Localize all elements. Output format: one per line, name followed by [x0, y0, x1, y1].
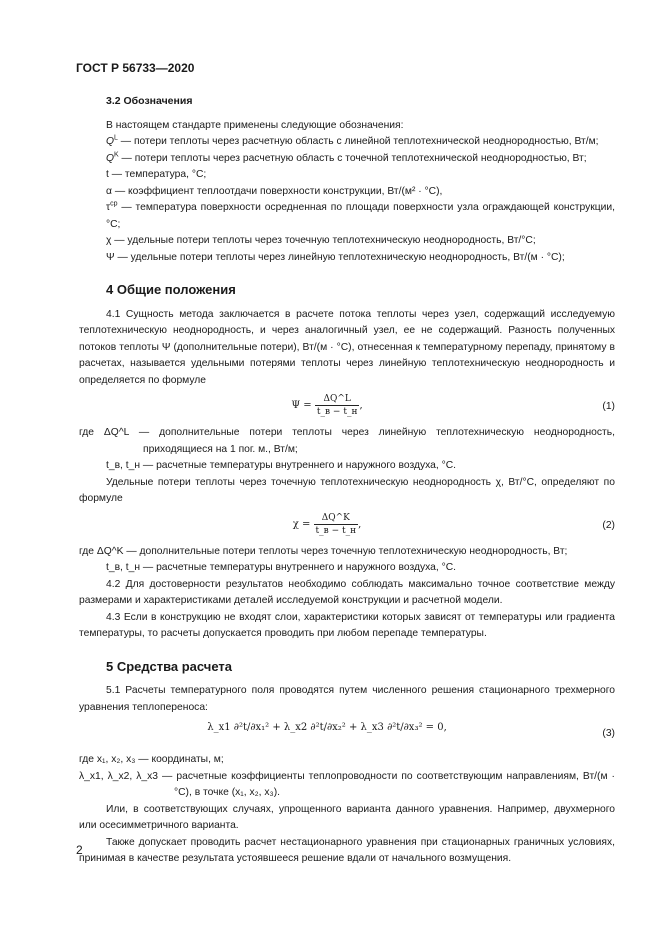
- equation-formula: λ_x1 ∂²t/∂x₁² + λ_x2 ∂²t/∂x₂² + λ_x3 ∂²t/∂x₃² = 0,: [207, 722, 447, 733]
- paragraph: 4.3 Если в конструкцию не входят слои, характеристики которых зависят от температуры или градиента температуры, то расчеты допускается проводить при любом перепаде температуры.: [79, 611, 615, 639]
- page-number: 2: [76, 843, 83, 857]
- where-clause: λ_x1, λ_x2, λ_x3 — расчетные коэффициенты теплопроводности по соответствующим направлениям, Вт/(м · °С), в точке (x₁, x₂, x₃).: [79, 770, 615, 798]
- equation-formula: χ = $\frac{\Delta Q\^{}K}{t\_в - t\_н}$ ,: [292, 512, 362, 536]
- definition-qk: $Q^K$ — потери теплоты через расчетную область с точечной теплотехнической неоднородностью, Вт;: [106, 151, 587, 164]
- equation-formula: Ψ = $\frac{\Delta Q\^{}L}{t\_в - t\_н}$ ,: [291, 394, 363, 417]
- where-clause: t_в, t_н — расчетные температуры внутреннего и наружного воздуха, °С.: [106, 562, 457, 573]
- equation-number: (3): [602, 728, 615, 739]
- definition-alpha: α — коэффициент теплоотдачи поверхности конструкции, Вт/(м² · °С),: [106, 185, 443, 197]
- where-clause: где ΔQ^L — дополнительные потери теплоты через линейную теплотехническую неоднородность, приходящиеся на 1 пог. м., Вт/м;: [79, 427, 615, 455]
- paragraph: Или, в соответствующих случаях, упрощенного варианта данного уравнения. Например, двухмерного или осесимметричного варианта.: [79, 803, 615, 831]
- definition-t: t — температура, °С;: [106, 169, 207, 180]
- section-title: 4 Общие положения: [106, 282, 236, 297]
- paragraph: В настоящем стандарте применены следующие обозначения:: [106, 119, 404, 131]
- paragraph: 4.2 Для достоверности результатов необходимо соблюдать максимально точное соответствие между размерами и характеристиками деталей исследуемой конструкции и расчетной модели.: [79, 578, 615, 606]
- paragraph: 4.1 Сущность метода заключается в расчете потока теплоты через узел, содержащий исследуемую теплотехническую неоднородность, и через аналогичный узел, ее не содержащий. Разность полученных потоков теплоты Ψ (дополнительные потери), Вт/(м · °С), отнесенная к температурному перепаду, принятому в расчетах, называется удельными потерями теплоты через линейную теплотехническую неоднородность и определяется по формуле: [79, 308, 615, 386]
- definition-psi: Ψ — удельные потери теплоты через линейную теплотехническую неоднородность, Вт/(м · °С);: [106, 251, 565, 263]
- definition-chi: χ — удельные потери теплоты через точечную теплотехническую неоднородность, Вт/°С;: [106, 235, 536, 246]
- paragraph: Удельные потери теплоты через точечную теплотехническую неоднородность χ, Вт/°С, определяют по формуле: [79, 476, 615, 504]
- equation-number: (1): [602, 401, 615, 412]
- equation-number: (2): [602, 519, 615, 531]
- paragraph: 5.1 Расчеты температурного поля проводятся путем численного решения стационарного трехмерного уравнения теплопереноса:: [79, 685, 615, 713]
- equation-2: [79, 508, 615, 544]
- definition-ql: $Q^L$ — потери теплоты через расчетную область с линейной теплотехнической неоднородностью, Вт/м;: [106, 134, 599, 147]
- equation-1: [79, 389, 615, 425]
- where-clause: где ΔQ^K — дополнительные потери теплоты через точечную теплотехническую неоднородность, Вт;: [79, 545, 568, 557]
- subsection-title: 3.2 Обозначения: [106, 95, 193, 107]
- where-clause: t_в, t_н — расчетные температуры внутреннего и наружного воздуха, °С.: [106, 460, 457, 471]
- definition-tau: $\tau^{ср}$ — температура поверхности осредненная по площади поверхности узла ограждающей конструкции, °С;: [106, 200, 615, 230]
- section-title: 5 Средства расчета: [106, 658, 233, 674]
- where-clause: где x₁, x₂, x₃ — координаты, м;: [79, 754, 224, 765]
- equation-3: [79, 716, 615, 752]
- paragraph: Также допускает проводить расчет нестационарного уравнения при стационарных граничных условиях, принимая в качестве результата устоявшееся решение вдали от начального возмущения.: [79, 836, 615, 864]
- document-body: [79, 87, 615, 868]
- doc-header: ГОСТ Р 56733—2020: [76, 61, 195, 75]
